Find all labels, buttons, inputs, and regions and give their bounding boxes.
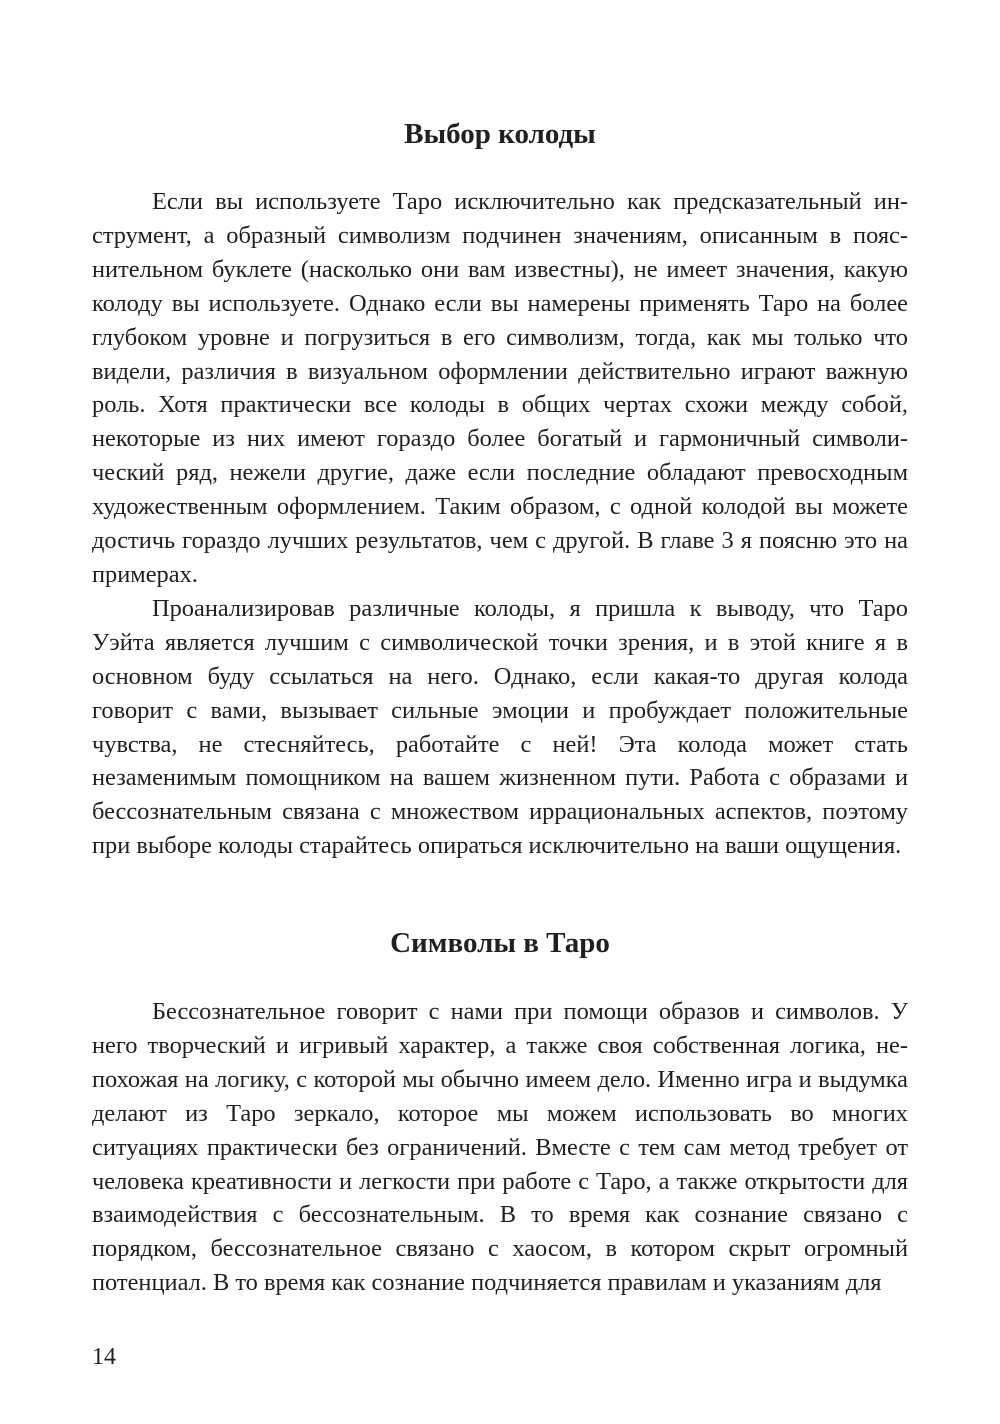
paragraph: Бессознательное говорит с нами при помощи образов и символов. У него творческий и игривый характер, а также своя собственная логика, непохожая на логику, с которой мы обычно имеем дело. Именно игра и выдумка делают из Таро зеркало, которое мы можем использовать во многих ситуациях практически без ограничений. Вместе с тем сам метод требует от человека креативности и легкости при работе с Таро, а также открытости для взаимодействия с бессознательным. В то время как сознание связано с порядком, бессознательное связано с хаосом, в котором скрыт огромный потенциал. В то время как сознание подчиняется правилам и указаниям для — [92, 998, 908, 1297]
section-heading-tarot-symbols: Символы в Таро — [390, 927, 610, 959]
section-heading-deck-choice: Выбор колоды — [404, 118, 596, 150]
paragraph: Если вы используете Таро исключительно как предсказательный инструмент, а образный символизм подчинен значениям, описанным в пояснительном буклете (насколько они вам известны), не имеет значения, какую колоду вы используете. Однако если вы намерены применять Таро на более глубоком уровне и погрузиться в его символизм, тогда, как мы только что видели, различия в визуальном оформлении действительно играют важную роль. Хотя практически все колоды в общих чертах схожи между собой, некоторые из них имеют гораздо более богатый и гармоничный символический ряд, нежели другие, даже если последние обладают превосходным художественным оформлением. Таким образом, с одной колодой вы можете достичь гораздо лучших результатов, чем с другой. В главе 3 я поясню это на примерах. — [92, 188, 908, 588]
section-body-tarot-symbols — [92, 995, 908, 1300]
page-number: 14 — [92, 1344, 116, 1370]
paragraph: Проанализировав различные колоды, я пришла к выводу, что Таро Уэйта является лучшим с символической точки зрения, и в этой книге я в основном буду ссылаться на него. Однако, если какая-то другая колода говорит с вами, вызывает сильные эмоции и пробуждает положительные чувства, не стесняйтесь, работайте с ней! Эта колода может стать незаменимым помощником на вашем жизненном пути. Работа с образами и бессознательным связана с множеством иррациональных аспектов, поэтому при выборе колоды старайтесь опираться исключительно на ваши ощущения. — [92, 594, 908, 860]
section-body-deck-choice — [92, 185, 908, 863]
